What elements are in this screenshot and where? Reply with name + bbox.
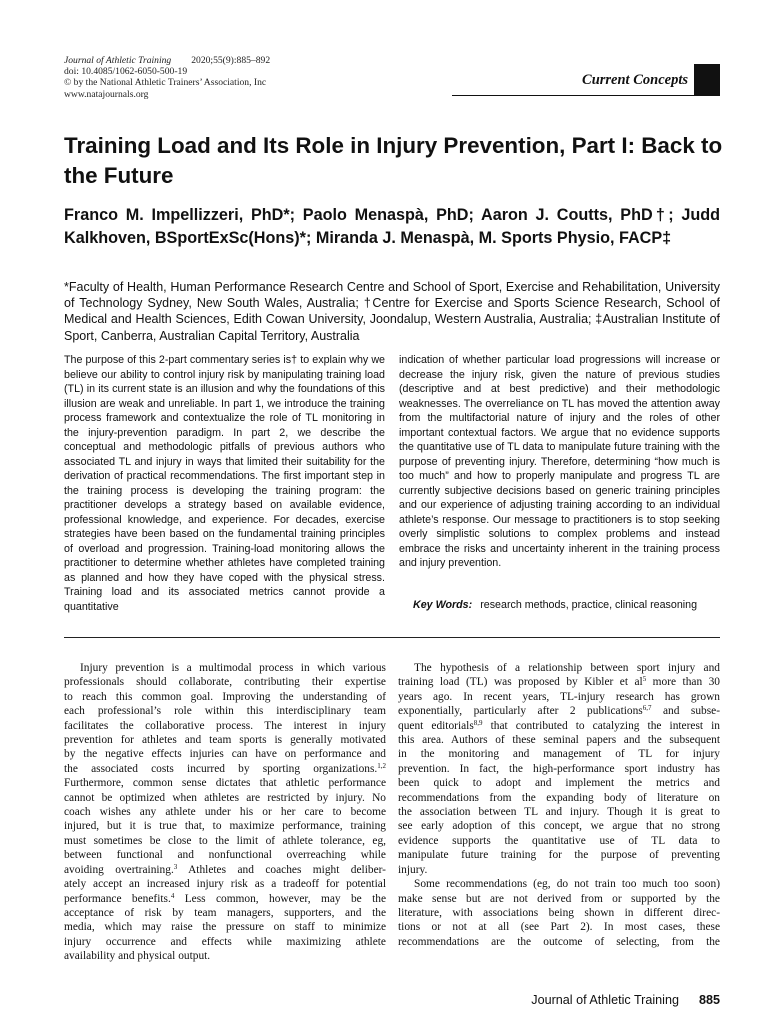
body-line: each professional’s role within this interdisciplinary team [64,705,386,718]
body-line: availability and physical output. [64,950,211,963]
body-line: make sense but are not derived from or supported by the [398,892,720,905]
body-line: literature, with associations being shown in different direc- [398,906,720,919]
body-line: Furthermore, common sense dictates that athletic performance [64,777,386,790]
body-left-column [64,661,386,964]
footer-journal: Journal of Athletic Training [531,993,679,1007]
body-line: quent editorials$^{8,9}$ that contributed to catalyzing the interest in [398,718,720,732]
body-line: acceptance of risk by team managers, supporters, and the [64,906,386,919]
reference-marker[interactable]: 4 [170,891,175,900]
journal-url[interactable]: www.natajournals.org [64,88,149,100]
abstract-left-text: The purpose of this 2-part commentary series is† to explain why we believe our ability to control injury risk by manipulating training load (TL) in its current state is an illusion and why the foundations of this illusion are weak and unreliable. In part 1, we introduce the training process framework and contextualize the role of TL monitoring in the injury-prevention paradigm. In part 2, we describe the conceptual and methodologic pitfalls of previous authors who associated TL and injury in ways that limited their suitability for the derivation of practical recommendations. The first important step in the training process is developing the training program: the practitioner develops a strategy based on available evidence, professional knowledge, and experience. For decades, exercise strategies have been based on the fundamental training principles of overload and progression. Training-load monitoring allows the practitioner to determine whether athletes have completed training as planned and how they have coped with the physical stress. Training load and its associated metrics cannot provide a quantitative [64,354,385,613]
author-list: Franco M. Impellizzeri, PhD*; Paolo Menaspà, PhD; Aaron J. Coutts, PhD†; Judd Kalkhoven, BSportExSc(Hons)*; Miranda J. Menaspà, M. Sports Physio, FACP‡ [64,206,720,247]
journal-name: Journal of Athletic Training [64,55,172,66]
body-line: ately accept an increased injury risk as a tradeoff for potential [64,878,386,891]
body-line: been quick to adopt and implement the metrics and [398,777,720,790]
body-line: training load (TL) was proposed by Kibler et $al^5$ more than 30 [398,675,720,689]
page-number: 885 [698,993,720,1007]
body-line: must sometimes be close to the limit of athlete tolerance, eg, [64,834,386,847]
body-line: this area. Authors of these seminal papers and the subsequent [398,734,720,747]
section-rule [452,95,694,96]
body-line: in the monitoring and management of TL for injury [398,748,720,761]
body-line: injured, but it is true that, to maximize performance, training [64,820,386,833]
body-line: the association between TL and injury. Though it is great to [398,806,720,819]
body-line: by the negative effects injuries can have on performance and [64,748,386,761]
doi: doi: 10.4085/1062-6050-500-19 [64,66,188,78]
body-line: years ago. In recent years, TL-injury research has grown [398,690,720,703]
reference-marker[interactable]: 3 [173,862,178,871]
body-line: injury occurrence and effects while maximizing athlete [64,935,386,948]
reference-marker[interactable]: 5 [642,675,647,684]
body-line: manipulate future training for the purpose of preventing [398,849,720,862]
keywords-text: research methods, practice, clinical reasoning [480,599,698,611]
body-line: recommendations are the outcome of selecting, from the [398,935,720,948]
section-block [694,64,720,96]
body-line: professionals should collaborate, contributing their expertise [64,676,386,689]
body-line: between functional and nonfunctional overreaching while [64,849,386,862]
reference-marker[interactable]: 8,9 [473,718,483,727]
abstract-right [399,353,720,571]
article-metadata [64,55,394,100]
affiliations: *Faculty of Health, Human Performance Research Centre and School of Sport, Exercise and Rehabilitation, University of Technology Sydney, New South Wales, Australia; †Centre for Exercise and Sports Science Research, School of Medical and Health Sciences, Edith Cowan University, Joondalup, Western Australia, Australia; ‡Australian Institute of Sport, Canberra, Australian Capital Territory, Australia [64,280,720,343]
body-line: prevention for athletes and team sports is generally motivated [64,734,386,747]
body-line: coach wishes any athlete under his or her care to become [64,806,386,819]
reference-marker[interactable]: 1,2 [377,761,386,770]
reference-marker[interactable]: 6,7 [642,704,652,713]
body-line: performance benefits.$^4$ Less common, however, may be the [64,891,386,905]
keywords-label: Key Words: [413,599,473,611]
body-line: Some recommendations (eg, do not train too much too soon) [414,878,720,891]
body-line: facilitates the collaborative process. The interest in injury [64,719,386,732]
body-line: exponentially, particularly after 2 publications$^{6,7}$ and subse- [398,704,720,718]
keywords [413,599,697,611]
body-line: tions or not at all (see Part 2). In most cases, these [398,921,720,934]
body-line: The hypothesis of a relationship between sport injury and [414,662,720,674]
body-line: to reach this common goal. Improving the understanding of [64,690,386,703]
article-title: Training Load and Its Role in Injury Prevention, Part I: Back to the Future [64,133,723,188]
body-line: recommendations from the expanding body of literature on [398,791,720,804]
section-divider [64,637,720,638]
body-line: evidence supports the quantitative use of TL data to [398,834,720,847]
citation: 2020;55(9):885–892 [191,55,271,66]
page-footer [531,993,720,1007]
body-line: cannot be optimized when athletes are restricted by injury. No [64,791,386,804]
section-label: Current Concepts [582,72,688,88]
body-line: the associated costs incurred by sporting organizations.$^{1,2}$ [64,761,386,775]
body-right-column [398,661,720,949]
abstract-right-text: indication of whether particular load progressions will increase or decrease the injury risk, given the nature of previous studies (descriptive and at best predictive) and their methodologic weaknesses. The overreliance on TL has moved the attention away from the multifactorial nature of injury and the roles of other important contextual factors. We argue that no evidence supports the quantitative use of TL data to manipulate future training with the purpose of preventing injury. Therefore, determining “how much is too much” and how to properly manipulate and progress TL are currently subjective decisions based on generic training principles and our experience of adjusting training according to an individual athlete’s response. Our message to practitioners is to stop seeking overly simplistic solutions to complex problems and instead embrace the risks and uncertainty inherent in the training process and injury prevention. [399,354,720,569]
body-line: avoiding overtraining.$^3$ Athletes and coaches might deliber- [64,862,386,876]
abstract-left [64,353,385,614]
body-line: prevention. In fact, the high-performance sport industry has [398,762,720,775]
body-line: media, which may raise the pressure on staff to minimize [64,921,386,934]
body-line: injury. [398,863,428,876]
body-line: Injury prevention is a multimodal process in which various [80,662,386,674]
copyright: © by the National Athletic Trainers’ Association, Inc [64,77,267,89]
body-line: see early adoption of this concept, we argue that no strong [398,820,720,833]
